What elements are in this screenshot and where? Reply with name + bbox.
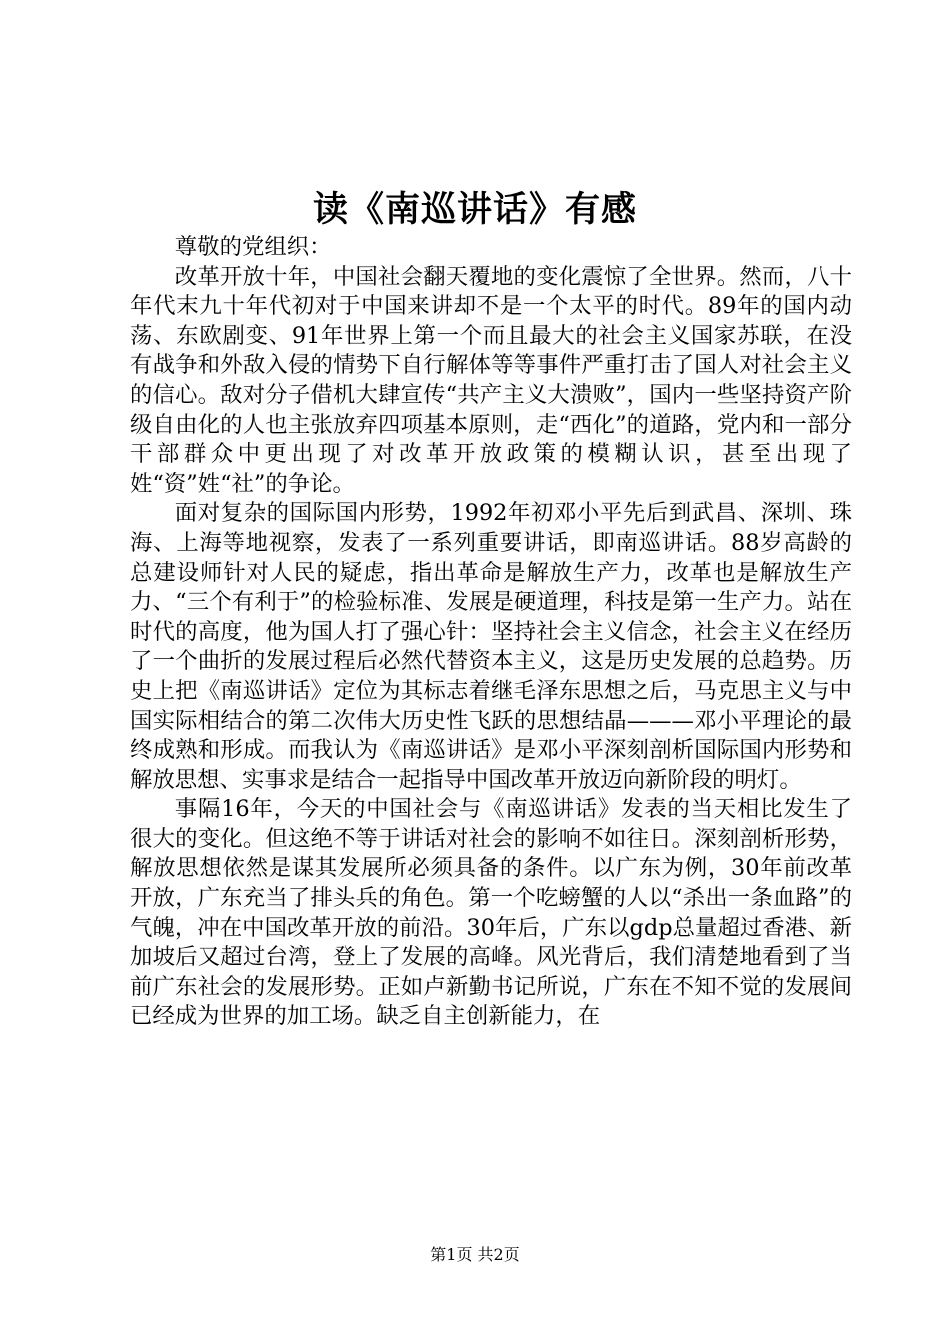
paragraph-1: 改革开放十年，中国社会翻天覆地的变化震惊了全世界。然而，八十年代末九十年代初对于中国来讲却不是一个太平的时代。89年的国内动荡、东欧剧变、91年世界上第一个而且最大的社会主义国家苏联，在没有战争和外敌入侵的情势下自行解体等等事件严重打击了国人对社会主义的信心。敌对分子借机大肆宣传“共产主义大溃败”，国内一些坚持资产阶级自由化的人也主张放弃四项基本原则，走“西化”的道路，党内和一部分干部群众中更出现了对改革开放政策的模糊认识，甚至出现了姓“资”姓“社”的争论。 [130, 263, 852, 497]
page-footer: 第1页 共2页 [430, 1245, 520, 1264]
paragraph-3: 事隔16年，今天的中国社会与《南巡讲话》发表的当天相比发生了很大的变化。但这绝不等于讲话对社会的影响不如往日。深刻剖析形势，解放思想依然是谋其发展所必须具备的条件。以广东为例，30年前改革开放，广东充当了排头兵的角色。第一个吃螃蟹的人以“杀出一条血路”的气魄，冲在中国改革开放的前沿。30年后，广东以gdp总量超过香港、新加坡后又超过台湾，登上了发展的高峰。风光背后，我们清楚地看到了当前广东社会的发展形势。正如卢新勤书记所说，广东在不知不觉的发展间已经成为世界的加工场。缺乏自主创新能力，在 [130, 796, 852, 1030]
document-body [130, 233, 852, 1032]
paragraph-2: 面对复杂的国际国内形势，1992年初邓小平先后到武昌、深圳、珠海、上海等地视察，发表了一系列重要讲话，即南巡讲话。88岁高龄的总建设师针对人民的疑虑，指出革命是解放生产力，改革也是解放生产力、“三个有利于”的检验标准、发展是硬道理，科技是第一生产力。站在时代的高度，他为国人打了强心针：坚持社会主义信念，社会主义在经历了一个曲折的发展过程后必然代替资本主义，这是历史发展的总趋势。历史上把《南巡讲话》定位为其标志着继毛泽东思想之后，马克思主义与中国实际相结合的第二次伟大历史性飞跃的思想结晶———邓小平理论的最终成熟和形成。而我认为《南巡讲话》是邓小平深刻剖析国际国内形势和解放思想、实事求是结合一起指导中国改革开放迈向新阶段的明灯。 [130, 500, 852, 793]
document-title: 读《南巡讲话》有感 [312, 189, 637, 230]
salutation: 尊敬的党组织： [174, 234, 332, 260]
